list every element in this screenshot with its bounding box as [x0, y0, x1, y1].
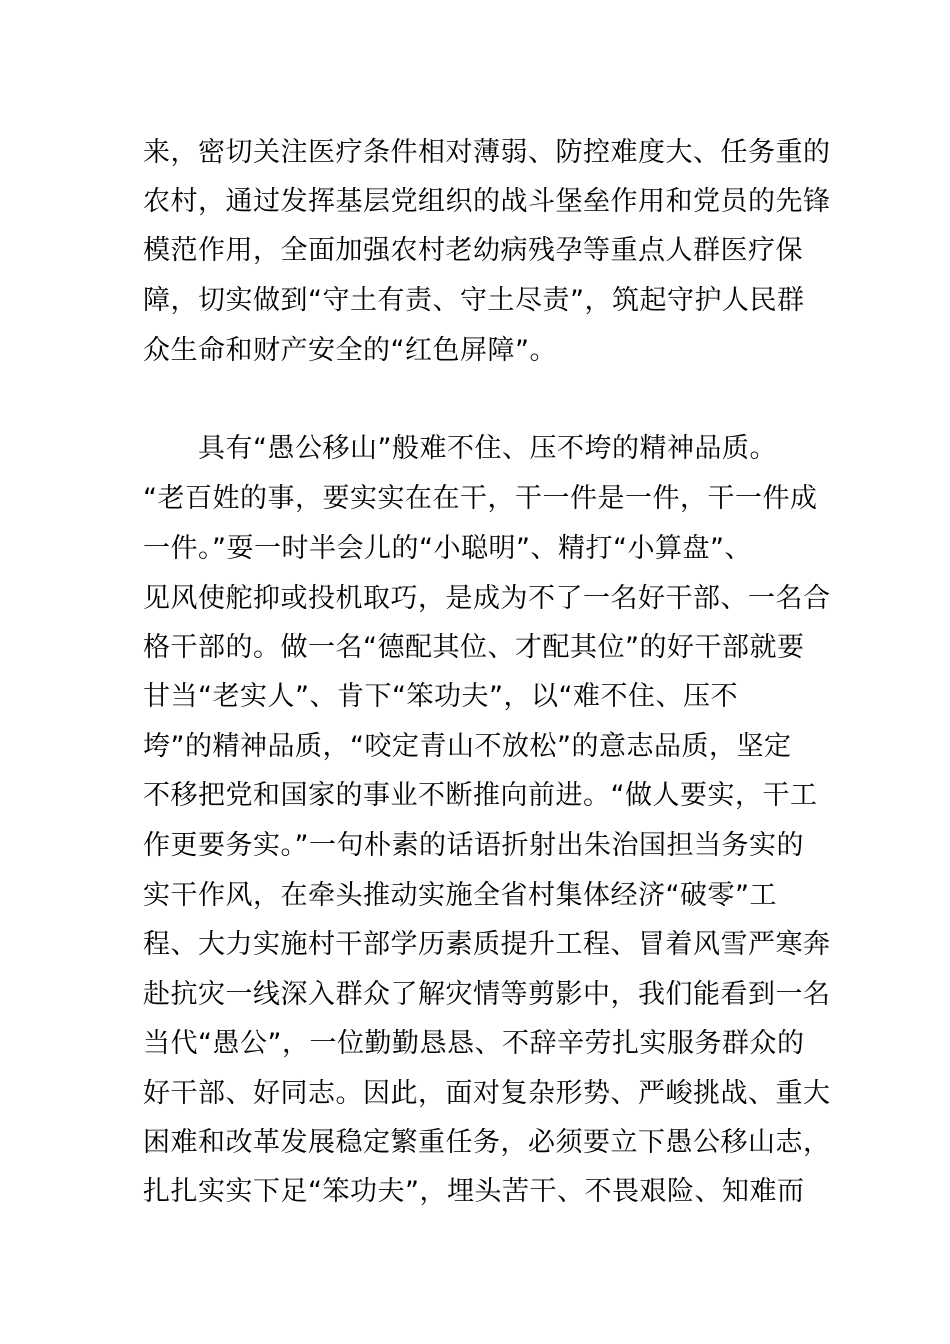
text-line: 来，密切关注医疗条件相对薄弱、防控难度大、任务重的	[143, 137, 831, 168]
text-line: 垮”的精神品质，“咬定青山不放松”的意志品质，坚定	[143, 731, 792, 762]
text-line: 格干部的。做一名“德配其位、才配其位”的好干部就要	[143, 632, 805, 663]
text-line: 见风使舵抑或投机取巧，是成为不了一名好干部、一名合	[143, 583, 831, 614]
text-line: 实干作风，在牵头推动实施全省村集体经济“破零”工	[143, 880, 777, 911]
text-line: 当代“愚公”，一位勤勤恳恳、不辞辛劳扎实服务群众的	[143, 1028, 805, 1059]
text-line: 一件。”耍一时半会儿的“小聪明”、精打“小算盘”、	[143, 533, 752, 564]
text-line: 困难和改革发展稳定繁重任务，必须要立下愚公移山志，	[143, 1127, 831, 1158]
text-line: 模范作用，全面加强农村老幼病残孕等重点人群医疗保	[143, 235, 803, 266]
text-line: 作更要务实。”一句朴素的话语折射出朱治国担当务实的	[143, 830, 804, 861]
text-line: 好干部、好同志。因此，面对复杂形势、严峻挑战、重大	[143, 1078, 831, 1109]
text-line: 农村，通过发挥基层党组织的战斗堡垒作用和党员的先锋	[143, 186, 831, 217]
text-line: 障，切实做到“守土有责、守土尽责”，筑起守护人民群	[143, 285, 805, 316]
text-line: “老百姓的事，要实实在在干，干一件是一件，干一件成	[143, 483, 818, 514]
text-line: 具有“愚公移山”般难不住、压不垮的精神品质。	[198, 433, 777, 464]
text-line: 甘当“老实人”、肯下“笨功夫”，以“难不住、压不	[143, 681, 738, 712]
text-line: 不移把党和国家的事业不断推向前进。“做人要实，干工	[143, 780, 818, 811]
text-line: 赴抗灾一线深入群众了解灾情等剪影中，我们能看到一名	[143, 979, 831, 1010]
text-line: 众生命和财产安全的“红色屏障”。	[143, 335, 557, 366]
text-line: 程、大力实施村干部学历素质提升工程、冒着风雪严寒奔	[143, 929, 831, 960]
text-line: 扎扎实实下足“笨功夫”，埋头苦干、不畏艰险、知难而	[143, 1176, 805, 1207]
